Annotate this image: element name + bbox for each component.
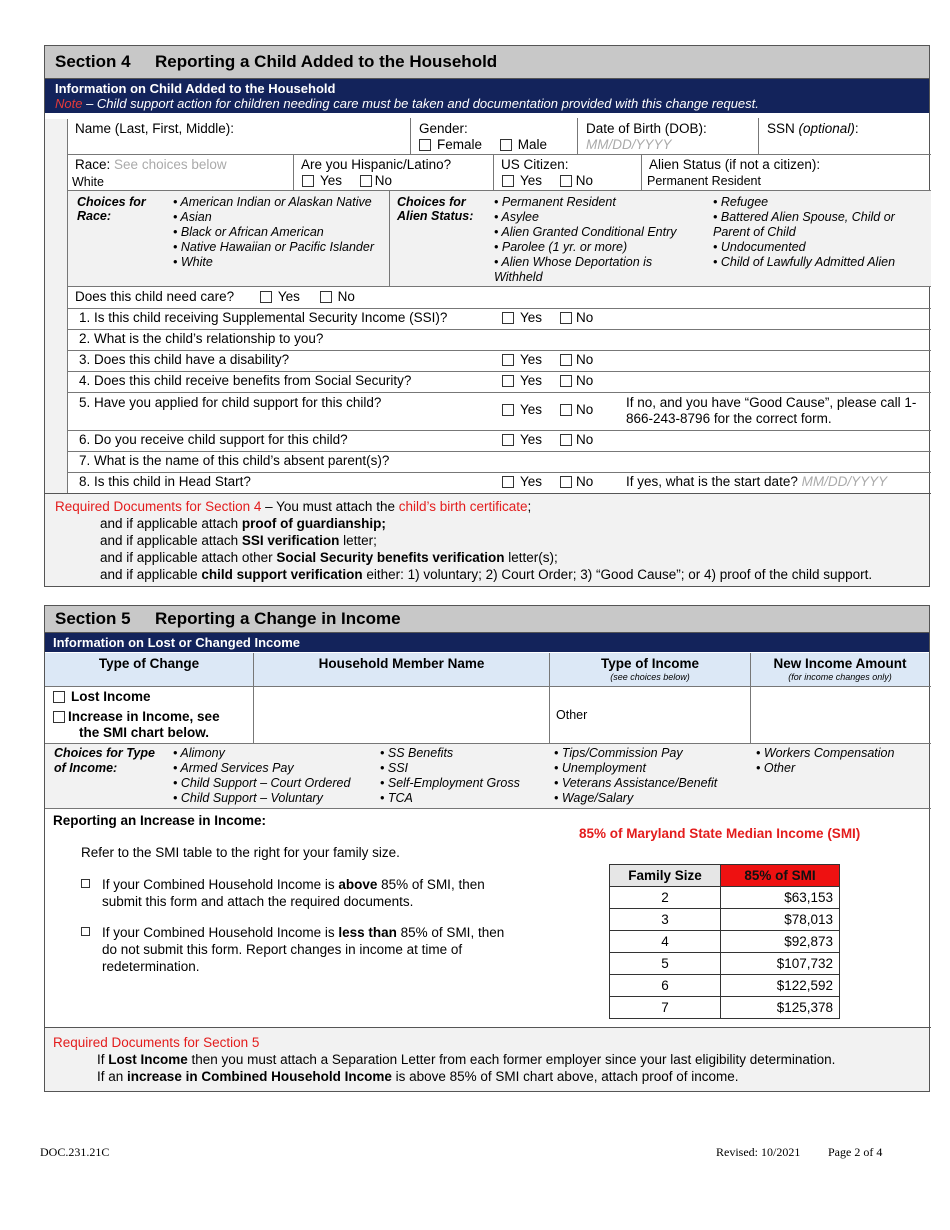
col-member: Household Member Name: [318, 656, 485, 671]
ssn-label: [767, 121, 859, 136]
req-line-bold: Social Security benefits verification: [276, 550, 505, 565]
citizen-options: [502, 173, 593, 188]
alien-choices-label: Choices for Alien Status:: [397, 195, 474, 223]
smi-amount: $122,592: [721, 975, 840, 997]
race-choice: • White: [173, 255, 374, 270]
need-care-label: Does this child need care?: [75, 289, 235, 304]
male-label: Male: [517, 137, 548, 152]
hispanic-yes-label: Yes: [320, 173, 343, 188]
citizen-yes-label: Yes: [520, 173, 543, 188]
female-label: Female: [437, 137, 483, 152]
col-type-change: Type of Change: [98, 656, 200, 671]
req2-pre: If an: [97, 1069, 128, 1084]
req-docs-5-label: Required Documents for Section 5: [53, 1035, 260, 1050]
col-type-income-sub: (see choices below): [610, 672, 690, 682]
section-4: [44, 45, 930, 587]
bullet-less-icon: [81, 927, 90, 936]
need-care-yes-label: Yes: [277, 289, 300, 304]
bullet2-post: 85% of SMI, then do not submit this form. Report changes in income at time of redetermination.: [102, 925, 505, 974]
ssn-text: SSN: [767, 121, 795, 136]
smi-size: 3: [610, 909, 721, 931]
increase-income-label: Increase in Income, see: [68, 709, 220, 724]
smi-size: 4: [610, 931, 721, 953]
dob-label: Date of Birth (DOB):: [586, 121, 707, 136]
q6-yes-checkbox[interactable]: [502, 434, 514, 446]
question-3-options: [502, 352, 593, 367]
income-choice: • Wage/Salary: [554, 791, 717, 806]
q3-no-checkbox[interactable]: [560, 354, 572, 366]
hispanic-yes-checkbox[interactable]: [302, 175, 314, 187]
lost-income-checkbox[interactable]: [53, 691, 65, 703]
race-value[interactable]: White: [72, 175, 104, 189]
start-date-label: If yes, what is the start date?: [626, 474, 798, 489]
refer-text: Refer to the SMI table to the right for your family size.: [81, 845, 400, 860]
q8-no-label: No: [576, 474, 594, 489]
q6-yes-label: Yes: [520, 432, 543, 447]
section-5-number: Section 5: [55, 609, 131, 628]
section-4-note: [55, 96, 919, 111]
smi-size: 7: [610, 997, 721, 1019]
alien-choice: • Alien Whose Deportation is Withheld: [494, 255, 674, 285]
section-5-title: Reporting a Change in Income: [155, 609, 401, 628]
bullet1-pre: If your Combined Household Income is: [102, 877, 339, 892]
race-choice: • Asian: [173, 210, 374, 225]
income-choice: • Other: [756, 761, 894, 776]
question-5: 5. Have you applied for child support for this child?: [79, 395, 382, 410]
q4-no-label: No: [576, 373, 594, 388]
citizen-yes-checkbox[interactable]: [502, 175, 514, 187]
note-label: Note: [55, 96, 83, 111]
question-6-options: [502, 432, 593, 447]
alien-choices-list-b: [713, 195, 913, 270]
smi-row: [610, 931, 840, 953]
dob-input[interactable]: MM/DD/YYYY: [586, 137, 672, 152]
bullet2-pre: If your Combined Household Income is: [102, 925, 339, 940]
smi-col-85: 85% of SMI: [721, 865, 840, 887]
alien-choice: • Refugee: [713, 195, 913, 210]
income-choices-label: Choices for Type of Income:: [54, 746, 155, 775]
section-5-bar-title: Information on Lost or Changed Income: [53, 635, 300, 650]
income-choices-d: [756, 746, 894, 776]
need-care-no-label: No: [337, 289, 355, 304]
revised-date: Revised: 10/2021: [716, 1145, 801, 1159]
question-8: 8. Is this child in Head Start?: [79, 474, 251, 489]
q3-yes-checkbox[interactable]: [502, 354, 514, 366]
hispanic-options: [302, 173, 392, 188]
q1-yes-label: Yes: [520, 310, 543, 325]
req2-bold: increase in Combined Household Income: [127, 1069, 392, 1084]
income-choices-b: [380, 746, 520, 806]
page-number: Page 2 of 4: [828, 1145, 883, 1159]
birth-certificate-text: child’s birth certificate: [398, 499, 528, 514]
new-amount-field[interactable]: [755, 690, 925, 738]
question-6: 6. Do you receive child support for this child?: [79, 432, 348, 447]
income-choice: • Veterans Assistance/Benefit: [554, 776, 717, 791]
section-4-number: Section 4: [55, 52, 131, 71]
req-docs-5-line-2: [97, 1069, 739, 1084]
q1-yes-checkbox[interactable]: [502, 312, 514, 324]
q4-yes-label: Yes: [520, 373, 543, 388]
section-5-header: [45, 606, 929, 633]
race-choice: • Black or African American: [173, 225, 374, 240]
section-5: [44, 605, 930, 1092]
req-line-pre: and if applicable attach: [100, 516, 242, 531]
income-choice: • Child Support – Voluntary: [173, 791, 350, 806]
ssn-optional: (optional): [798, 121, 855, 136]
relationship-field[interactable]: [502, 331, 922, 347]
income-choice: • SSI: [380, 761, 520, 776]
income-choices-c: [554, 746, 717, 806]
section-4-header: [45, 46, 929, 79]
section-4-title: Reporting a Child Added to the Household: [155, 52, 498, 71]
q8-no-checkbox[interactable]: [560, 476, 572, 488]
bullet-above-icon: [81, 879, 90, 888]
income-choice: • Child Support – Court Ordered: [173, 776, 350, 791]
increase-income-option: [53, 709, 220, 724]
alien-label: Alien Status (if not a citizen):: [649, 157, 821, 172]
q3-yes-label: Yes: [520, 352, 543, 367]
q3-no-label: No: [576, 352, 594, 367]
question-3: 3. Does this child have a disability?: [79, 352, 290, 367]
bullet2-bold: less than: [338, 925, 397, 940]
citizen-no-checkbox[interactable]: [560, 175, 572, 187]
form-id: DOC.231.21C: [40, 1145, 110, 1159]
smi-size: 6: [610, 975, 721, 997]
alien-choice: • Battered Alien Spouse, Child or Parent of Child: [713, 210, 913, 240]
req-line-post: either: 1) voluntary; 2) Court Order; 3) “Good Cause”; or 4) proof of the child support.: [362, 567, 873, 582]
question-1-options: [502, 310, 593, 325]
question-5-options: [502, 402, 593, 417]
need-care-yes-checkbox[interactable]: [260, 291, 272, 303]
req-line: [100, 550, 558, 565]
req-line-pre: and if applicable attach other: [100, 550, 277, 565]
req-line-pre: and if applicable attach: [100, 533, 242, 548]
q6-no-checkbox[interactable]: [560, 434, 572, 446]
alien-choice: • Alien Granted Conditional Entry: [494, 225, 704, 240]
question-4: 4. Does this child receive benefits from Social Security?: [79, 373, 412, 388]
question-8-options: [502, 474, 593, 489]
section-4-bar-title: Information on Child Added to the Household: [55, 81, 336, 96]
req1-pre: If: [97, 1052, 109, 1067]
q8-yes-label: Yes: [520, 474, 543, 489]
start-date-row: [626, 474, 887, 489]
increase-income-checkbox[interactable]: [53, 711, 65, 723]
q5-no-checkbox[interactable]: [560, 404, 572, 416]
question-4-options: [502, 373, 593, 388]
bullet-less: [81, 924, 511, 975]
left-gutter: [45, 119, 68, 495]
member-name-field[interactable]: [257, 690, 545, 738]
citizen-no-label: No: [575, 173, 594, 188]
race-choices-list: [173, 195, 374, 270]
q5-no-label: No: [576, 402, 594, 417]
gender-options: [419, 137, 547, 152]
smi-header-row: [610, 865, 840, 887]
start-date-input[interactable]: MM/DD/YYYY: [801, 474, 888, 489]
q1-no-label: No: [576, 310, 594, 325]
alien-choice: • Permanent Resident: [494, 195, 704, 210]
smi-size: 2: [610, 887, 721, 909]
lost-income-label: Lost Income: [71, 689, 151, 704]
income-choice: • Self-Employment Gross: [380, 776, 520, 791]
req-line-post: letter;: [339, 533, 377, 548]
income-choices-a: [173, 746, 350, 806]
req-docs-4-mid: – You must attach the: [261, 499, 399, 514]
alien-choice: • Undocumented: [713, 240, 913, 255]
q4-no-checkbox[interactable]: [560, 375, 572, 387]
req2-post: is above 85% of SMI chart above, attach proof of income.: [391, 1069, 739, 1084]
lost-income-option: [53, 689, 151, 704]
req-line: [100, 516, 386, 531]
smi-amount: $125,378: [721, 997, 840, 1019]
male-checkbox[interactable]: [500, 139, 512, 151]
req-docs-4-label: Required Documents for Section 4: [55, 499, 262, 514]
req-docs-4-heading: [55, 499, 531, 514]
type-income-value[interactable]: Other: [556, 708, 588, 722]
income-choice: • Tips/Commission Pay: [554, 746, 717, 761]
bullet-above: [81, 876, 511, 910]
req-line: [100, 533, 377, 548]
alien-choices-list-a: [494, 195, 704, 285]
hispanic-no-checkbox[interactable]: [360, 175, 372, 187]
increase-income-label-2: the SMI chart below.: [79, 725, 210, 740]
section-5-info-bar: [45, 633, 929, 652]
smi-size: 5: [610, 953, 721, 975]
req-line-bold: child support verification: [201, 567, 363, 582]
income-choice: • TCA: [380, 791, 520, 806]
name-label: Name (Last, First, Middle):: [75, 121, 235, 136]
smi-amount: $63,153: [721, 887, 840, 909]
q5-yes-checkbox[interactable]: [502, 404, 514, 416]
smi-col-family-size: Family Size: [610, 865, 721, 887]
smi-row: [610, 997, 840, 1019]
col-new-amount-sub: (for income changes only): [788, 672, 892, 682]
smi-title: 85% of Maryland State Median Income (SMI): [579, 826, 861, 841]
absent-parent-field[interactable]: [502, 453, 922, 469]
income-choice: • Alimony: [173, 746, 350, 761]
need-care-row: [75, 289, 355, 304]
section-4-info-bar: [45, 79, 929, 113]
col-new-amount: New Income Amount: [773, 656, 907, 671]
req-line: [100, 567, 872, 582]
good-cause-note: If no, and you have “Good Cause”, please call 1-866-243-8796 for the correct form.: [626, 395, 917, 426]
smi-row: [610, 909, 840, 931]
req-docs-5-line-1: [97, 1052, 835, 1067]
q6-no-label: No: [576, 432, 594, 447]
req-line-bold: SSI verification: [241, 533, 340, 548]
bullet1-post: 85% of SMI, then submit this form and attach the required documents.: [102, 877, 485, 909]
name-field[interactable]: [75, 138, 405, 152]
section-5-required-docs: [45, 1028, 929, 1091]
q1-no-checkbox[interactable]: [560, 312, 572, 324]
citizen-label: US Citizen:: [501, 157, 569, 172]
female-checkbox[interactable]: [419, 139, 431, 151]
income-choice: • Workers Compensation: [756, 746, 894, 761]
race-choice: • American Indian or Alaskan Native: [173, 195, 374, 210]
increase-heading: Reporting an Increase in Income:: [53, 813, 267, 828]
question-1: 1. Is this child receiving Supplemental Security Income (SSI)?: [79, 310, 448, 325]
gender-label: Gender:: [419, 121, 468, 136]
race-choices-label: Choices for Race:: [77, 195, 146, 223]
race-placeholder: See choices below: [114, 157, 227, 172]
req-docs-4-semicolon: ;: [527, 499, 532, 514]
race-choice: • Native Hawaiian or Pacific Islander: [173, 240, 374, 255]
req-line-bold: proof of guardianship;: [241, 516, 386, 531]
col-type-income: Type of Income: [600, 656, 699, 671]
alien-choice: • Asylee: [494, 210, 704, 225]
question-7: 7. What is the name of this child’s absent parent(s)?: [79, 453, 390, 468]
question-2: 2. What is the child’s relationship to you?: [79, 331, 324, 346]
section-4-required-docs: [45, 494, 929, 586]
income-choice: • Unemployment: [554, 761, 717, 776]
smi-table: [609, 864, 840, 1019]
bullet1-bold: above: [338, 877, 378, 892]
q4-yes-checkbox[interactable]: [502, 375, 514, 387]
hispanic-no-label: No: [374, 173, 393, 188]
need-care-no-checkbox[interactable]: [320, 291, 332, 303]
race-label-row: [75, 157, 227, 172]
req-line-post: letter(s);: [504, 550, 558, 565]
alien-choice: • Parolee (1 yr. or more): [494, 240, 704, 255]
req-line-pre: and if applicable: [100, 567, 202, 582]
ssn-colon: :: [854, 121, 859, 136]
smi-row: [610, 953, 840, 975]
req1-bold: Lost Income: [108, 1052, 188, 1067]
hispanic-label: Are you Hispanic/Latino?: [301, 157, 452, 172]
smi-amount: $92,873: [721, 931, 840, 953]
income-choice: • Armed Services Pay: [173, 761, 350, 776]
smi-row: [610, 975, 840, 997]
q5-yes-label: Yes: [520, 402, 543, 417]
req1-post: then you must attach a Separation Letter from each former employer since your last eligibility determination.: [187, 1052, 836, 1067]
smi-amount: $78,013: [721, 909, 840, 931]
race-label: Race:: [75, 157, 111, 172]
smi-amount: $107,732: [721, 953, 840, 975]
q8-yes-checkbox[interactable]: [502, 476, 514, 488]
alien-choice: • Child of Lawfully Admitted Alien: [713, 255, 913, 270]
income-choice: • SS Benefits: [380, 746, 520, 761]
smi-row: [610, 887, 840, 909]
note-text: – Child support action for children needing care must be taken and documentation provided with this change request.: [82, 96, 759, 111]
alien-value[interactable]: Permanent Resident: [647, 174, 761, 188]
